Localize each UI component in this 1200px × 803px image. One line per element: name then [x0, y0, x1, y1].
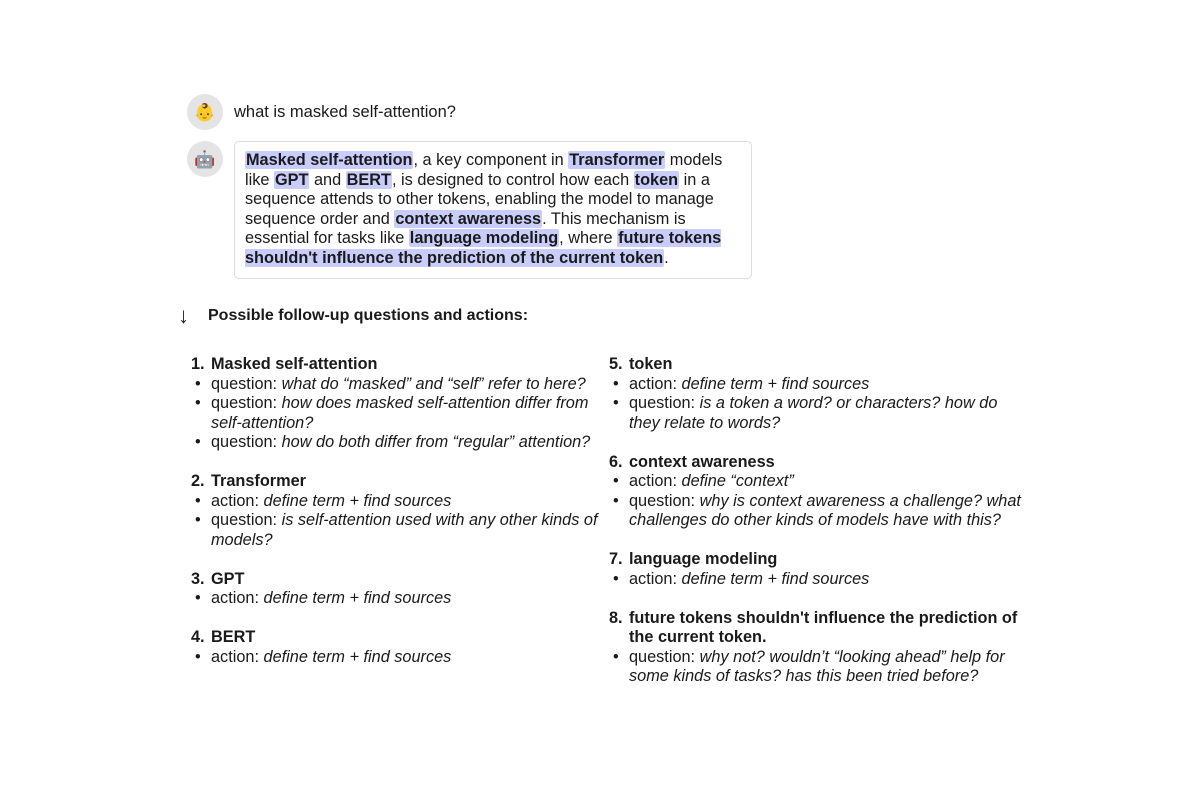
highlighted-term[interactable]: Masked self-attention: [246, 151, 413, 169]
followup-item-title: context awareness: [629, 452, 775, 471]
bullet-icon: •: [613, 374, 619, 393]
followup-item-number: 3.: [191, 569, 205, 588]
followup-kind-label: question:: [211, 433, 278, 451]
followup-item-number: 2.: [191, 472, 205, 490]
followup-action[interactable]: [609, 375, 1029, 395]
bullet-icon: •: [613, 472, 619, 490]
followup-text: is a token a word? or characters? how do they relate to words?: [629, 394, 998, 432]
followup-kind-label: question:: [211, 394, 278, 412]
followup-kind-label: question:: [211, 511, 278, 529]
highlighted-term[interactable]: Transformer: [569, 151, 665, 169]
followup-question[interactable]: [191, 433, 611, 453]
followup-question[interactable]: [191, 394, 611, 433]
followup-question[interactable]: [609, 492, 1029, 531]
reply-text: , is designed to control how each: [392, 170, 634, 189]
followup-item-number: 8.: [609, 608, 623, 627]
followup-item-title: Transformer: [211, 472, 307, 490]
followup-action[interactable]: [191, 589, 611, 609]
followup-item-number: 7.: [609, 550, 623, 568]
reply-text: .: [664, 248, 669, 267]
bullet-icon: •: [195, 374, 201, 393]
reply-text: and: [309, 170, 346, 189]
bullet-icon: •: [195, 589, 201, 607]
followup-item: [191, 570, 611, 609]
followup-text: what do “masked” and “self” refer to here?: [281, 374, 586, 393]
followup-item: [191, 628, 611, 667]
followup-text: is self-attention used with any other kinds of models?: [211, 511, 598, 549]
followup-action[interactable]: [609, 570, 1029, 590]
followup-text: define term + find sources: [263, 647, 452, 666]
user-message: what is masked self-attention?: [234, 103, 456, 121]
followup-question[interactable]: [609, 648, 1029, 687]
followup-kind-label: action:: [629, 374, 677, 393]
followup-question[interactable]: [191, 375, 611, 395]
followup-kind-label: action:: [629, 472, 677, 490]
followup-item-title: language modeling: [629, 550, 778, 568]
reply-text: , where: [559, 229, 618, 248]
bullet-icon: •: [195, 394, 201, 412]
followup-item-number: 1.: [191, 355, 205, 373]
highlighted-term[interactable]: BERT: [346, 170, 391, 189]
baby-emoji-icon: 👶: [194, 102, 216, 122]
followup-item-heading[interactable]: [191, 472, 611, 492]
followup-kind-label: question:: [629, 647, 696, 666]
followup-item-heading[interactable]: [191, 570, 611, 590]
reply-text: , a key component in: [413, 151, 569, 169]
followup-text: define term + find sources: [263, 491, 452, 510]
followup-item-title: token: [629, 355, 673, 373]
bullet-icon: •: [195, 433, 201, 451]
followup-item: [191, 355, 611, 453]
user-avatar: [187, 94, 223, 130]
followup-item-number: 4.: [191, 628, 205, 646]
followup-item-heading[interactable]: [609, 355, 1029, 375]
followup-item-number: 6.: [609, 452, 623, 471]
followup-text: define term + find sources: [263, 589, 452, 607]
followup-kind-label: action:: [211, 589, 259, 607]
highlighted-term[interactable]: context awareness: [395, 209, 542, 228]
followup-text: define term + find sources: [681, 374, 870, 393]
followup-item: [609, 550, 1029, 589]
followup-question[interactable]: [609, 394, 1029, 433]
assistant-reply-card: [234, 141, 752, 279]
followup-text: define term + find sources: [681, 569, 870, 588]
followup-item-number: 5.: [609, 355, 623, 373]
followup-kind-label: action:: [211, 491, 259, 510]
followup-text: how do both differ from “regular” attention?: [281, 433, 591, 451]
followup-kind-label: action:: [211, 647, 259, 666]
highlighted-term[interactable]: language modeling: [409, 229, 559, 248]
followup-item-heading[interactable]: [191, 355, 611, 375]
followup-text: why not? wouldn’t “looking ahead” help for some kinds of tasks? has this been tried before?: [629, 647, 1005, 685]
followup-item-title: GPT: [211, 569, 245, 588]
highlighted-term[interactable]: GPT: [274, 170, 309, 189]
reply-text: . This mechanism is essential for tasks like: [245, 209, 686, 248]
followup-item-title: BERT: [211, 628, 256, 646]
followup-action[interactable]: [609, 472, 1029, 492]
followup-action[interactable]: [191, 648, 611, 668]
followup-item-heading[interactable]: [609, 453, 1029, 473]
followup-action[interactable]: [191, 492, 611, 512]
followup-item-heading[interactable]: [609, 550, 1029, 570]
followup-text: define “context”: [681, 472, 794, 490]
followup-item: [609, 609, 1029, 687]
followup-item-title: Masked self-attention: [211, 355, 378, 373]
followup-title: Possible follow-up questions and actions:: [208, 307, 529, 324]
followup-item: [609, 453, 1029, 531]
followup-text: why is context awareness a challenge? what challenges do other kinds of models have with this?: [629, 491, 1021, 529]
reply-text: in a sequence attends to other tokens, enabling the model to manage sequence order and: [245, 170, 714, 228]
bullet-icon: •: [613, 491, 619, 510]
assistant-avatar: [187, 141, 223, 177]
bullet-icon: •: [195, 511, 201, 529]
followup-text: how does masked self-attention differ from self-attention?: [211, 394, 589, 432]
followup-item: [191, 472, 611, 550]
followup-kind-label: question:: [629, 394, 696, 412]
arrow-down-icon: ↓: [178, 303, 189, 328]
followup-kind-label: action:: [629, 569, 677, 588]
followup-item-title: future tokens shouldn't influence the prediction of the current token.: [629, 608, 1018, 646]
robot-emoji-icon: 🤖: [194, 149, 216, 169]
bullet-icon: •: [613, 394, 619, 412]
followup-item: [609, 355, 1029, 433]
followup-item-heading[interactable]: [191, 628, 611, 648]
bullet-icon: •: [195, 647, 201, 666]
followup-column-left: [191, 355, 611, 687]
followup-kind-label: question:: [211, 374, 278, 393]
followup-kind-label: question:: [629, 491, 696, 510]
reply-text: models like: [245, 151, 723, 189]
followup-column-right: [609, 355, 1029, 706]
followup-header: [178, 304, 528, 328]
highlighted-term[interactable]: future tokens shouldn't influence the prediction of the current token: [245, 229, 722, 267]
bullet-icon: •: [613, 569, 619, 588]
bullet-icon: •: [613, 647, 619, 666]
followup-item-heading[interactable]: [609, 609, 1029, 648]
followup-question[interactable]: [191, 511, 611, 550]
highlighted-term[interactable]: token: [634, 170, 679, 189]
bullet-icon: •: [195, 491, 201, 510]
